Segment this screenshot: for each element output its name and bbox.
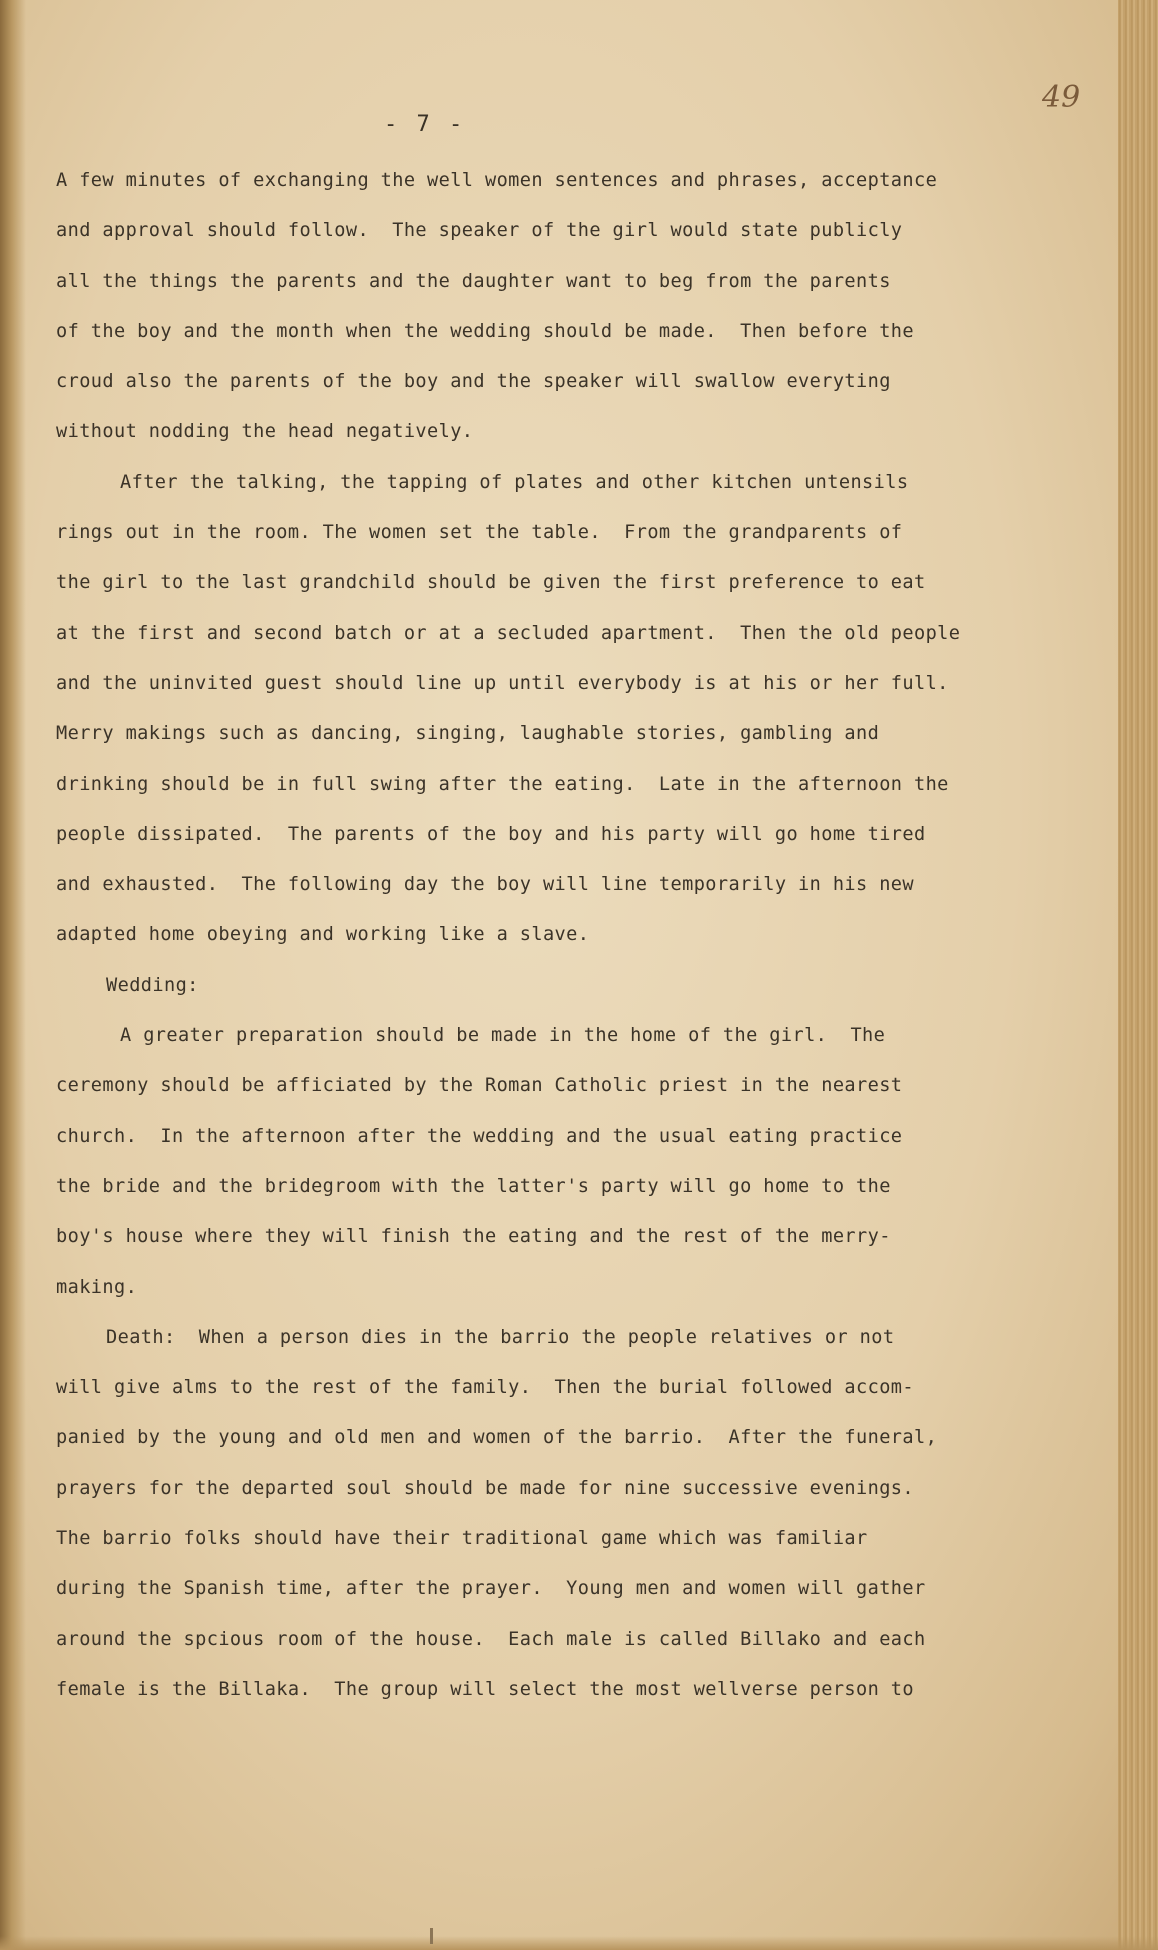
text-line: After the talking, the tapping of plates and other kitchen untensils — [120, 471, 909, 493]
text-line: during the Spanish time, after the prayer. Young men and women will gather — [56, 1578, 926, 1600]
text-line: the bride and the bridegroom with the latter's party will go home to the — [56, 1175, 891, 1197]
text-line: people dissipated. The parents of the boy and his party will go home tired — [56, 823, 926, 845]
text-line: croud also the parents of the boy and the speaker will swallow everyting — [56, 371, 891, 393]
text-line: drinking should be in full swing after the eating. Late in the afternoon the — [56, 773, 949, 795]
text-line: church. In the afternoon after the wedding and the usual eating practice — [56, 1125, 903, 1147]
text-line: Merry makings such as dancing, singing, laughable stories, gambling and — [56, 723, 880, 745]
text-line: at the first and second batch or at a secluded apartment. Then the old people — [56, 622, 961, 644]
text-line: A few minutes of exchanging the well women sentences and phrases, acceptance — [56, 170, 938, 191]
text-line: The barrio folks should have their traditional game which was familiar — [56, 1528, 868, 1550]
ink-mark — [430, 1928, 433, 1944]
text-line: female is the Billaka. The group will select the most wellverse person to — [56, 1678, 914, 1700]
text-line: and approval should follow. The speaker of the girl would state publicly — [56, 220, 903, 242]
text-line: around the spcious room of the house. Each male is called Billako and each — [56, 1628, 926, 1650]
text-line: adapted home obeying and working like a slave. — [56, 924, 590, 946]
text-line: boy's house where they will finish the eating and the rest of the merry- — [56, 1226, 891, 1248]
binding-shadow — [0, 0, 26, 1950]
text-line: A greater preparation should be made in the home of the girl. The — [120, 1025, 886, 1047]
text-line: panied by the young and old men and women of the barrio. After the funeral, — [56, 1427, 938, 1449]
text-line: will give alms to the rest of the family. Then the burial followed accom- — [56, 1377, 914, 1399]
text-line: ceremony should be afficiated by the Roman Catholic priest in the nearest — [56, 1075, 903, 1097]
text-line: rings out in the room. The women set the table. From the grandparents of — [56, 522, 903, 544]
text-line: all the things the parents and the daughter want to beg from the parents — [56, 270, 891, 292]
text-line: and exhausted. The following day the boy will line temporarily in his new — [56, 874, 914, 896]
page-number: - 7 - — [384, 112, 466, 137]
page-bottom-edge — [0, 1936, 1158, 1950]
section-heading-death: Death: When a person dies in the barrio the people relatives or not — [106, 1326, 895, 1348]
text-line: prayers for the departed soul should be made for nine successive evenings. — [56, 1477, 914, 1499]
body-text — [56, 156, 1046, 1715]
handwritten-folio-number: 49 — [1042, 80, 1081, 115]
section-heading-wedding: Wedding: — [106, 974, 199, 996]
text-line: without nodding the head negatively. — [56, 421, 474, 443]
text-line: the girl to the last grandchild should be given the first preference to eat — [56, 572, 926, 594]
text-line: making. — [56, 1276, 138, 1298]
text-line: of the boy and the month when the wedding should be made. Then before the — [56, 320, 914, 342]
text-line: and the uninvited guest should line up until everybody is at his or her full. — [56, 672, 949, 694]
page-edge — [1118, 0, 1158, 1950]
